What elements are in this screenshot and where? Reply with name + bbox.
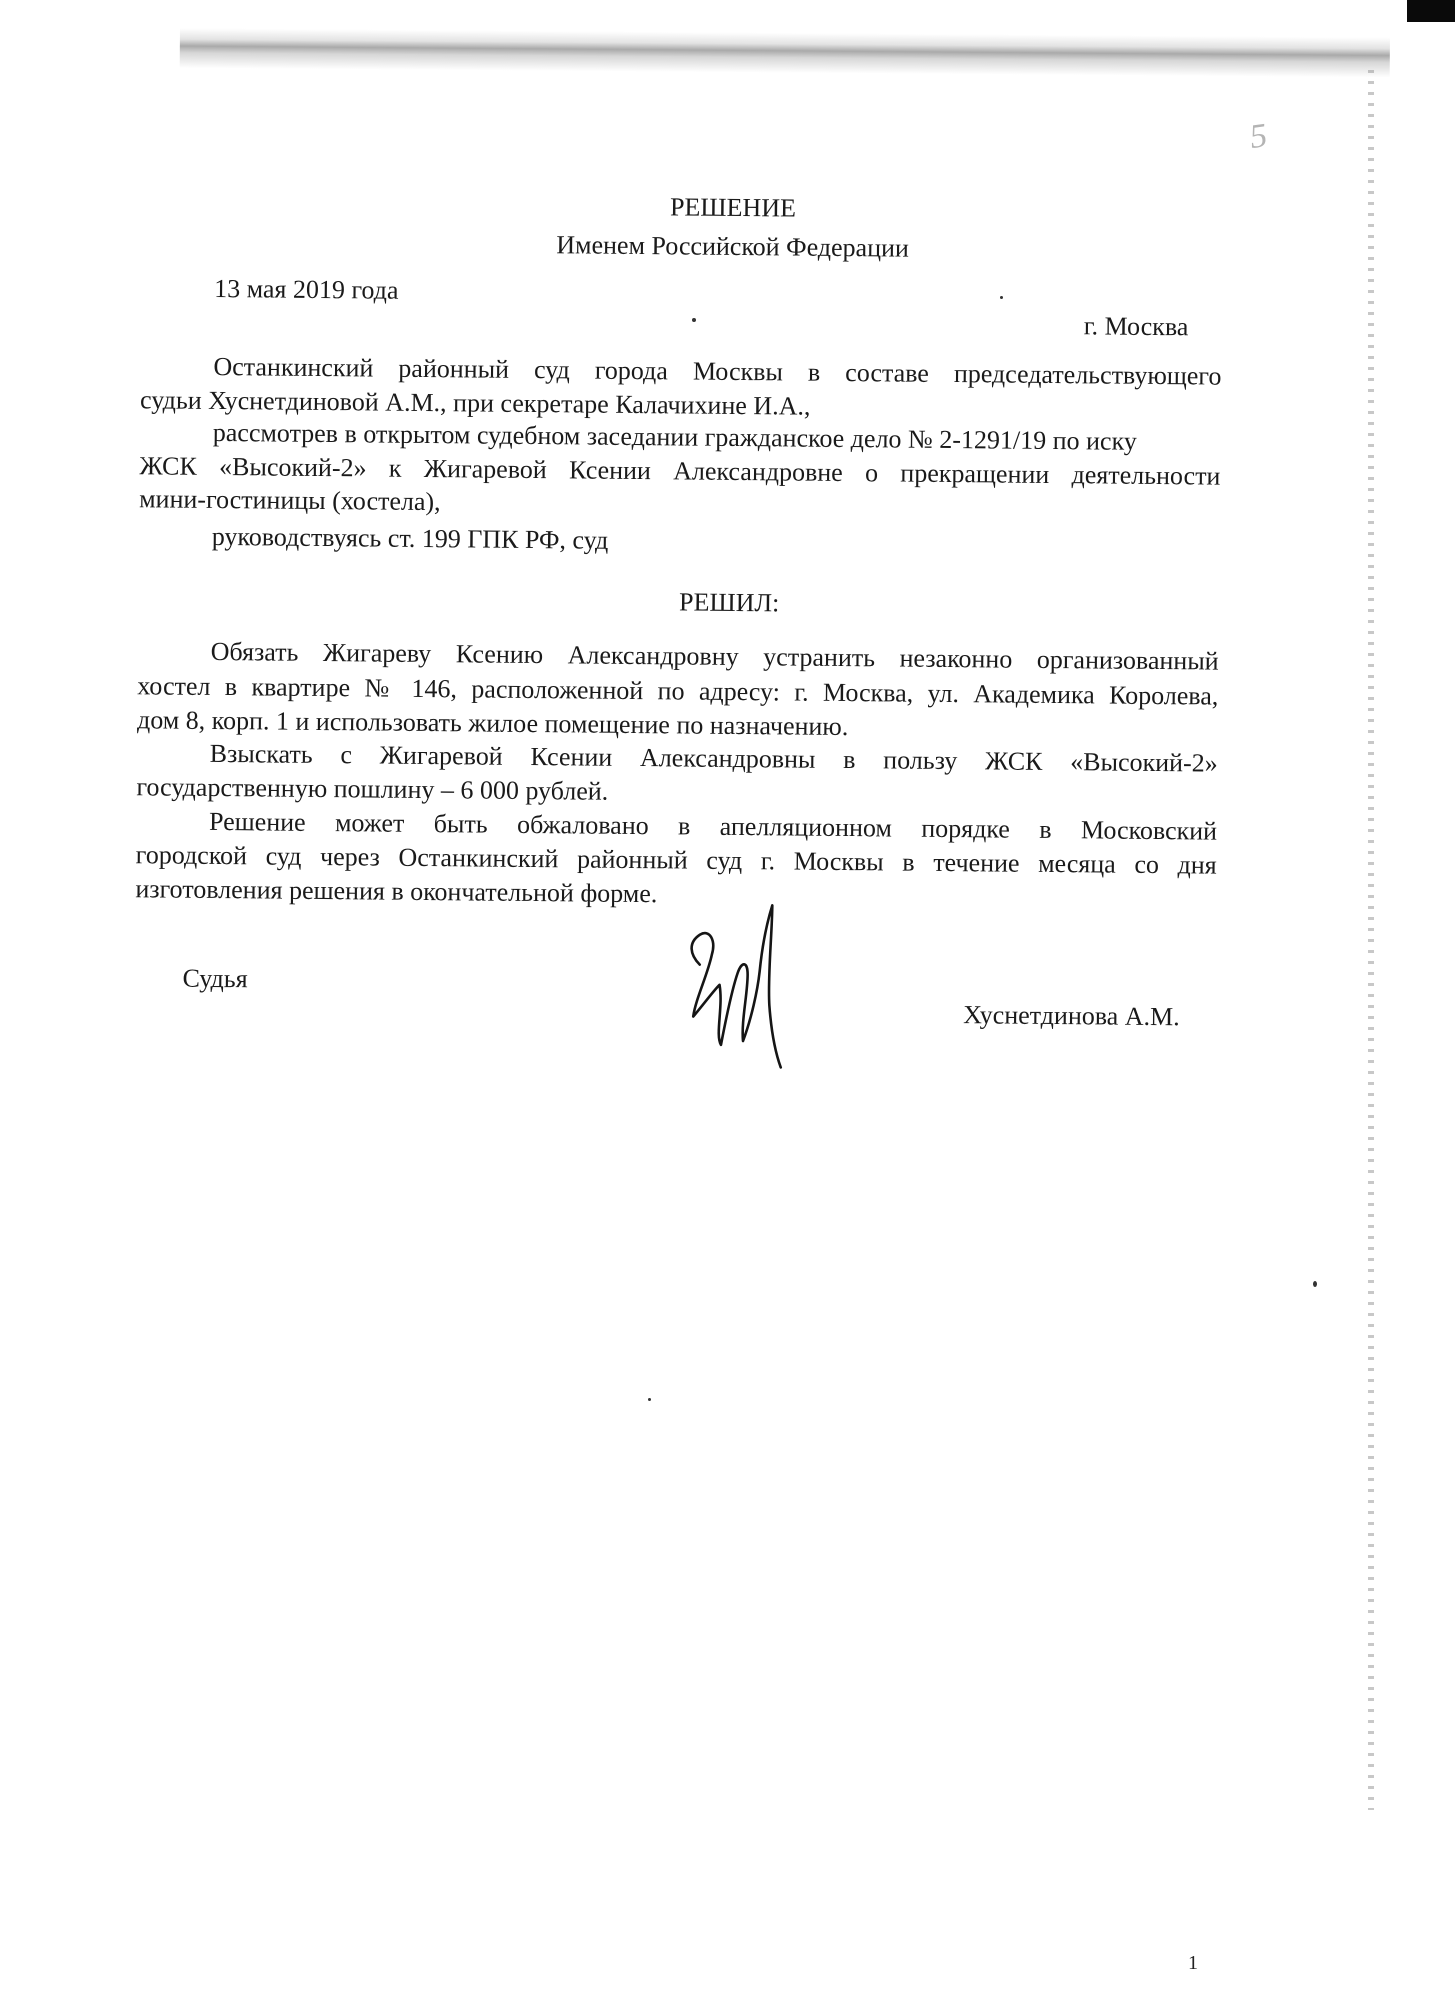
decision-line-6: Решение может быть обжаловано в апелляционном порядке в Московский (208, 806, 1218, 846)
decision-line-2: хостел в квартире № 146, расположенной по адресу: г. Москва, ул. Академика Королева, (137, 671, 1219, 711)
document-subtitle: Именем Российской Федерации (556, 230, 910, 263)
intro-line-2: судьи Хуснетдиновой А.М., при секретаре Калачихине И.А., (139, 385, 811, 421)
decision-line-1: Обязать Жигареву Ксению Александровну устранить незаконно организованный (210, 636, 1219, 676)
decision-line-5: государственную пошлину – 6 000 рублей. (136, 772, 609, 806)
judge-label: Судья (182, 963, 248, 994)
intro-line-6: руководствуясь ст. 199 ГПК РФ, суд (211, 521, 609, 555)
intro-line-1: Останкинский районный суд города Москвы в составе председательствующего (213, 351, 1222, 391)
intro-line-4: ЖСК «Высокий-2» к Жигаревой Ксении Александровне о прекращении деятельности (139, 451, 1221, 491)
document-title: РЕШЕНИЕ (669, 192, 797, 223)
decided-heading: РЕШИЛ: (678, 587, 780, 618)
judge-name: Хуснетдинова А.М. (963, 1000, 1180, 1032)
decision-line-3: дом 8, корп. 1 и использовать жилое помещение по назначению. (136, 705, 849, 742)
judge-signature (685, 895, 797, 1071)
decision-line-7: городской суд через Останкинский районный суд г. Москвы в течение месяца со дня (135, 840, 1217, 880)
decision-date: 13 мая 2019 года (214, 273, 399, 305)
intro-line-5: мини-гостиницы (хостела), (139, 484, 441, 517)
page-number: 1 (1188, 1952, 1198, 1974)
decision-city: г. Москва (1083, 311, 1189, 342)
decision-line-8: изготовления решения в окончательной форме. (135, 874, 658, 909)
corner-note: 5 (1247, 117, 1270, 157)
decision-line-4: Взыскать с Жигаревой Ксении Александровны в пользу ЖСК «Высокий-2» (209, 738, 1218, 778)
intro-line-3: рассмотрев в открытом судебном заседании гражданское дело № 2-1291/19 по иску (212, 417, 1137, 456)
